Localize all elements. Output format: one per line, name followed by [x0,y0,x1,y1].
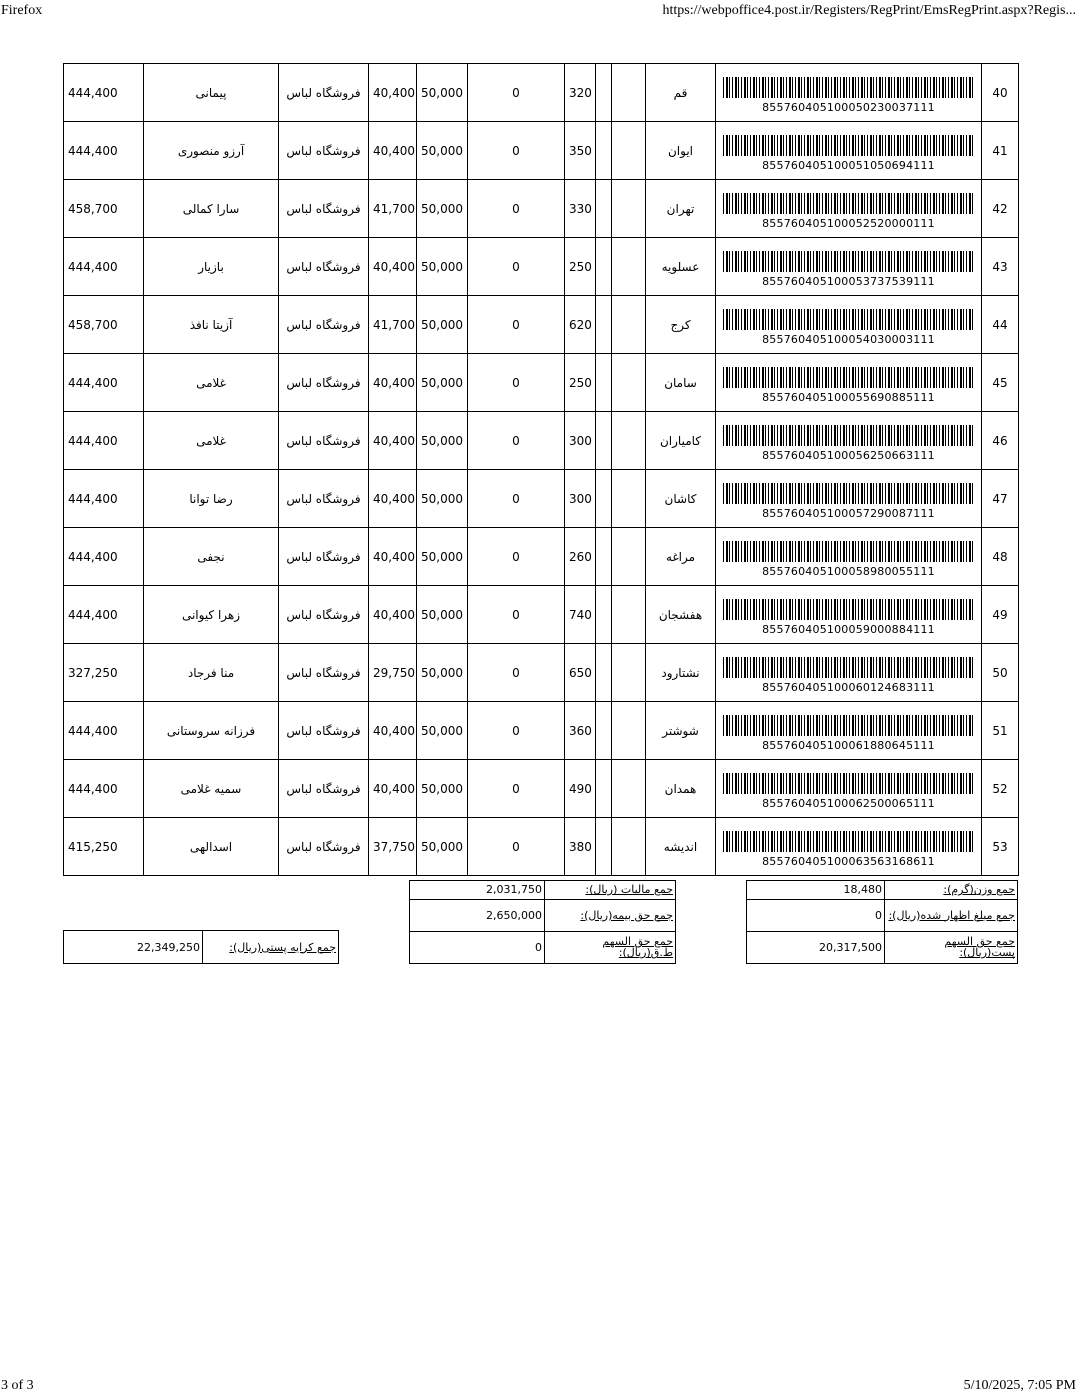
row-tax: 40,400 [369,64,417,122]
row-weight: 650 [565,644,596,702]
page-number: 3 of 3 [1,1378,34,1393]
empty-cell [612,760,646,818]
table-row [64,528,1019,586]
row-declared-value: 0 [468,354,565,412]
row-weight: 300 [565,412,596,470]
row-total: 444,400 [64,528,144,586]
row-number: 48 [982,528,1019,586]
row-tax: 40,400 [369,354,417,412]
barcode-bars [723,831,975,852]
empty-cell [596,644,612,702]
destination-city: تهران [646,180,716,238]
row-declared-value: 0 [468,470,565,528]
recipient-name: نجفی [144,528,279,586]
row-number: 41 [982,122,1019,180]
barcode [716,238,982,296]
row-weight: 380 [565,818,596,876]
barcode [716,528,982,586]
destination-city: مراغه [646,528,716,586]
empty-cell [612,586,646,644]
empty-cell [612,64,646,122]
empty-cell [596,412,612,470]
page-url: https://webpoffice4.post.ir/Registers/RegPrint/EmsRegPrint.aspx?Regis... [662,3,1076,18]
barcode-bars [723,309,975,330]
barcode-bars [723,367,975,388]
row-declared-value: 0 [468,64,565,122]
recipient-name: اسدالهی [144,818,279,876]
share-tq-value: 0 [410,931,545,963]
row-tax: 37,750 [369,818,417,876]
row-insurance: 50,000 [417,412,468,470]
empty-cell [596,528,612,586]
barcode [716,354,982,412]
row-total: 444,400 [64,412,144,470]
sender-name: فروشگاه لباس [279,412,369,470]
declared-total-label: جمع مبلغ اظهار شده(ریال): [885,899,1018,931]
destination-city: سامان [646,354,716,412]
row-total: 444,400 [64,702,144,760]
row-number: 51 [982,702,1019,760]
row-declared-value: 0 [468,296,565,354]
table-row [64,412,1019,470]
declared-total-value: 0 [747,899,885,931]
empty-cell [612,470,646,528]
row-number: 42 [982,180,1019,238]
weight-share-box [746,880,1018,964]
table-row [64,180,1019,238]
sender-name: فروشگاه لباس [279,238,369,296]
barcode [716,470,982,528]
barcode-bars [723,483,975,504]
destination-city: شوشتر [646,702,716,760]
empty-cell [596,818,612,876]
insurance-total-value: 2,650,000 [410,899,545,931]
barcode-number: 8557604051000540300031​11 [762,333,935,346]
browser-title: Firefox [1,3,43,18]
row-number: 43 [982,238,1019,296]
tax-total-value: 2,031,750 [410,881,545,899]
sender-name: فروشگاه لباس [279,528,369,586]
row-insurance: 50,000 [417,760,468,818]
barcode-number: 8557604051000556908851​11 [762,391,935,404]
table-row [64,470,1019,528]
sender-name: فروشگاه لباس [279,644,369,702]
empty-cell [612,644,646,702]
destination-city: ایوان [646,122,716,180]
empty-cell [596,354,612,412]
row-total: 327,250 [64,644,144,702]
barcode-number: 8557604051000635631686​11 [762,855,935,868]
print-datetime: 5/10/2025, 7:05 PM [963,1378,1076,1393]
empty-cell [612,354,646,412]
barcode-bars [723,425,975,446]
recipient-name: رضا توانا [144,470,279,528]
recipient-name: فرزانه سروستانی [144,702,279,760]
barcode-bars [723,251,975,272]
barcode [716,180,982,238]
table-row [64,122,1019,180]
barcode [716,64,982,122]
weight-total-label: جمع وزن(گرم): [885,881,1018,899]
barcode-number: 8557604051000537375391​11 [762,275,935,288]
sender-name: فروشگاه لباس [279,64,369,122]
row-total: 444,400 [64,64,144,122]
empty-cell [596,180,612,238]
share-tq-label: جمع حق السهم ط.ق(ریال): [602,935,673,960]
barcode-bars [723,541,975,562]
row-weight: 320 [565,64,596,122]
destination-city: قم [646,64,716,122]
row-tax: 40,400 [369,702,417,760]
barcode-bars [723,715,975,736]
barcode-bars [723,193,975,214]
sender-name: فروشگاه لباس [279,122,369,180]
registry-table [63,63,1019,876]
empty-cell [596,702,612,760]
row-tax: 41,700 [369,296,417,354]
row-tax: 40,400 [369,470,417,528]
recipient-name: بازیار [144,238,279,296]
row-number: 52 [982,760,1019,818]
row-declared-value: 0 [468,122,565,180]
barcode [716,586,982,644]
row-total: 458,700 [64,296,144,354]
barcode-bars [723,657,975,678]
barcode-number: 8557604051000572900871​11 [762,507,935,520]
empty-cell [612,238,646,296]
barcode [716,702,982,760]
row-weight: 260 [565,528,596,586]
row-total: 415,250 [64,818,144,876]
row-number: 53 [982,818,1019,876]
empty-cell [612,412,646,470]
destination-city: همدان [646,760,716,818]
row-number: 45 [982,354,1019,412]
row-declared-value: 0 [468,760,565,818]
row-insurance: 50,000 [417,644,468,702]
recipient-name: زهرا کیوانی [144,586,279,644]
table-row [64,354,1019,412]
sender-name: فروشگاه لباس [279,818,369,876]
row-insurance: 50,000 [417,354,468,412]
row-weight: 300 [565,470,596,528]
empty-cell [596,238,612,296]
sender-name: فروشگاه لباس [279,354,369,412]
row-declared-value: 0 [468,644,565,702]
tax-insurance-box [409,880,676,964]
sender-name: فروشگاه لباس [279,296,369,354]
table-row [64,296,1019,354]
row-total: 444,400 [64,354,144,412]
empty-cell [612,702,646,760]
sender-name: فروشگاه لباس [279,702,369,760]
row-weight: 250 [565,238,596,296]
row-declared-value: 0 [468,818,565,876]
recipient-name: سمیه غلامی [144,760,279,818]
recipient-name: غلامی [144,354,279,412]
sender-name: فروشگاه لباس [279,586,369,644]
destination-city: کرج [646,296,716,354]
barcode-bars [723,773,975,794]
row-declared-value: 0 [468,180,565,238]
row-total: 444,400 [64,470,144,528]
empty-cell [596,470,612,528]
row-tax: 40,400 [369,586,417,644]
row-insurance: 50,000 [417,818,468,876]
recipient-name: آزیتا نافذ [144,296,279,354]
row-weight: 490 [565,760,596,818]
row-insurance: 50,000 [417,586,468,644]
row-declared-value: 0 [468,702,565,760]
barcode [716,760,982,818]
barcode-bars [723,135,975,156]
row-insurance: 50,000 [417,470,468,528]
row-insurance: 50,000 [417,296,468,354]
sender-name: فروشگاه لباس [279,470,369,528]
table-row [64,64,1019,122]
row-weight: 250 [565,354,596,412]
row-tax: 40,400 [369,528,417,586]
row-declared-value: 0 [468,412,565,470]
sender-name: فروشگاه لباس [279,760,369,818]
row-number: 49 [982,586,1019,644]
barcode [716,412,982,470]
table-row [64,238,1019,296]
row-insurance: 50,000 [417,528,468,586]
row-total: 444,400 [64,760,144,818]
postage-total-box [63,930,339,964]
barcode [716,296,982,354]
destination-city: کامیاران [646,412,716,470]
destination-city: کاشان [646,470,716,528]
recipient-name: پیمانی [144,64,279,122]
empty-cell [612,818,646,876]
share-post-value: 20,317,500 [747,931,885,963]
row-declared-value: 0 [468,528,565,586]
sender-name: فروشگاه لباس [279,180,369,238]
empty-cell [612,296,646,354]
recipient-name: منا فرجاد [144,644,279,702]
row-insurance: 50,000 [417,702,468,760]
table-row [64,644,1019,702]
row-number: 46 [982,412,1019,470]
barcode-bars [723,599,975,620]
row-number: 47 [982,470,1019,528]
barcode-number: 8557604051000590008841​11 [762,623,935,636]
row-insurance: 50,000 [417,180,468,238]
tax-total-label: جمع مالیات (ریال): [545,881,676,899]
row-tax: 40,400 [369,760,417,818]
table-row [64,586,1019,644]
destination-city: هفشجان [646,586,716,644]
row-number: 50 [982,644,1019,702]
empty-cell [596,760,612,818]
postage-total-label: جمع کرایه پستی(ریال): [229,940,336,954]
row-weight: 620 [565,296,596,354]
table-row [64,702,1019,760]
barcode-number: 8557604051000562506631​11 [762,449,935,462]
row-weight: 360 [565,702,596,760]
row-tax: 41,700 [369,180,417,238]
row-tax: 40,400 [369,412,417,470]
row-insurance: 50,000 [417,64,468,122]
row-insurance: 50,000 [417,238,468,296]
row-declared-value: 0 [468,586,565,644]
row-number: 40 [982,64,1019,122]
barcode-number: 8557604051000589800551​11 [762,565,935,578]
recipient-name: غلامی [144,412,279,470]
row-tax: 40,400 [369,122,417,180]
row-total: 444,400 [64,238,144,296]
row-insurance: 50,000 [417,122,468,180]
row-weight: 350 [565,122,596,180]
barcode-number: 8557604051000601246831​11 [762,681,935,694]
barcode [716,818,982,876]
row-weight: 740 [565,586,596,644]
insurance-total-label: جمع حق بیمه(ریال): [545,899,676,931]
destination-city: اندیشه [646,818,716,876]
empty-cell [612,180,646,238]
row-declared-value: 0 [468,238,565,296]
row-number: 44 [982,296,1019,354]
empty-cell [596,122,612,180]
table-row [64,818,1019,876]
barcode [716,122,982,180]
row-weight: 330 [565,180,596,238]
barcode-number: 8557604051000510506941​11 [762,159,935,172]
recipient-name: آرزو منصوری [144,122,279,180]
row-total: 444,400 [64,586,144,644]
empty-cell [612,122,646,180]
row-total: 458,700 [64,180,144,238]
destination-city: عسلویه [646,238,716,296]
empty-cell [596,586,612,644]
empty-cell [612,528,646,586]
recipient-name: سارا کمالی [144,180,279,238]
weight-total-value: 18,480 [747,881,885,899]
row-tax: 29,750 [369,644,417,702]
barcode-number: 8557604051000502300371​11 [762,101,935,114]
row-tax: 40,400 [369,238,417,296]
postage-total-value: 22,349,250 [64,931,203,963]
barcode-number: 8557604051000618806451​11 [762,739,935,752]
barcode-number: 8557604051000625000651​11 [762,797,935,810]
row-total: 444,400 [64,122,144,180]
table-row [64,760,1019,818]
destination-city: نشتارود [646,644,716,702]
share-post-label: جمع حق السهم پست(ریال): [944,935,1015,960]
barcode-bars [723,77,975,98]
empty-cell [596,64,612,122]
barcode-number: 8557604051000525200001​11 [762,217,935,230]
empty-cell [596,296,612,354]
barcode [716,644,982,702]
